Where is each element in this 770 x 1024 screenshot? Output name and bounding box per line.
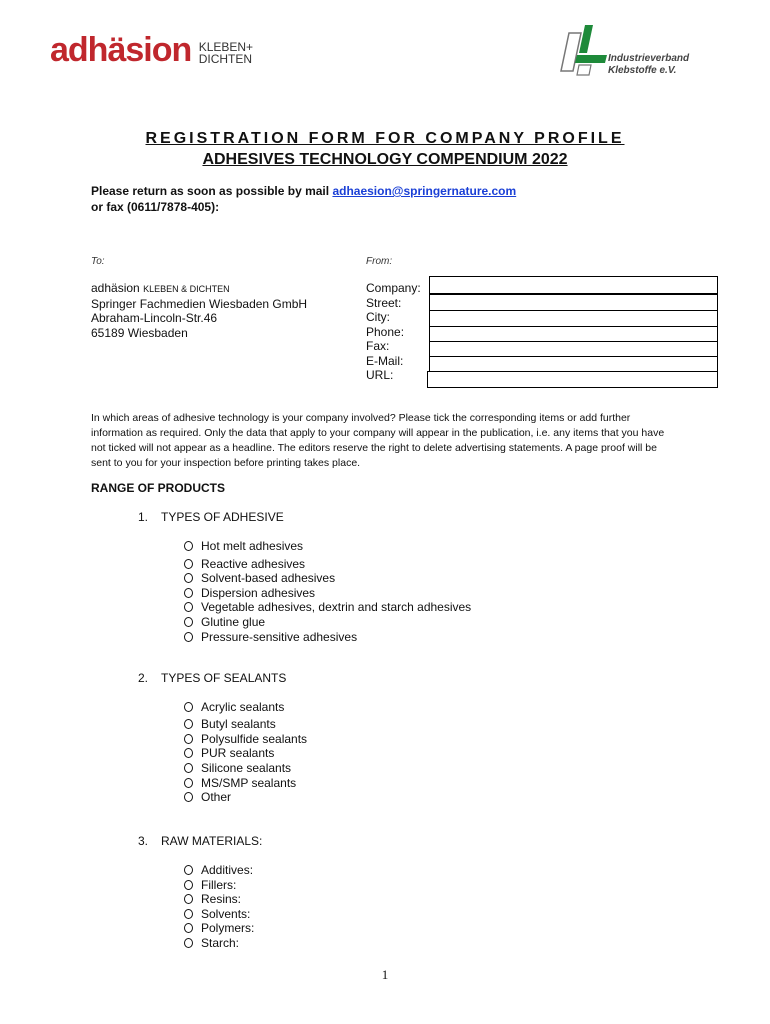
option-label: Silicone sealants	[201, 761, 292, 775]
option-label: Solvents:	[201, 907, 251, 921]
email-link[interactable]: adhaesion@springernature.com	[332, 184, 517, 198]
radio-circle-icon[interactable]	[184, 748, 193, 758]
section-title: RAW MATERIALS:	[161, 834, 263, 848]
logo-right-line2: Klebstoffe e.V.	[608, 65, 677, 76]
company-label: Company:	[366, 281, 421, 295]
option-resins[interactable]	[184, 892, 241, 906]
option-fillers[interactable]	[184, 878, 236, 892]
form-subtitle: ADHESIVES TECHNOLOGY COMPENDIUM 2022	[202, 151, 568, 168]
radio-circle-icon[interactable]	[184, 923, 193, 933]
phone-field[interactable]	[429, 326, 718, 342]
to-label: To:	[91, 256, 105, 267]
intro-paragraph: In which areas of adhesive technology is your company involved? Please tick the corresponding items or add further information as required. Only the data that apply to your company will appear in the publication, i.e. any items that you have not ticked will not appear as a headline. The editors reserve the right to delete advertising statements. A page proof will be sent to you for your inspection before printing takes place.	[91, 412, 665, 469]
radio-circle-icon[interactable]	[184, 894, 193, 904]
recipient-city: 65189 Wiesbaden	[91, 325, 188, 340]
option-label: Hot melt adhesives	[201, 539, 304, 553]
fax-instructions: or fax (0611/7878-405):	[91, 200, 220, 214]
instructions-prefix: Please return as soon as possible by mail	[91, 184, 333, 198]
radio-circle-icon[interactable]	[184, 602, 193, 612]
option-label: Polymers:	[201, 921, 255, 935]
option-starch[interactable]	[184, 936, 239, 950]
email-label: E-Mail:	[366, 353, 404, 368]
radio-circle-icon[interactable]	[184, 880, 193, 890]
radio-circle-icon[interactable]	[184, 617, 193, 627]
section-number: 2.	[138, 671, 149, 685]
option-dispersion[interactable]	[184, 586, 315, 600]
option-label: Additives:	[201, 863, 254, 877]
radio-circle-icon[interactable]	[184, 541, 193, 551]
page-number: 1	[381, 967, 389, 982]
company-field[interactable]	[429, 276, 718, 294]
radio-circle-icon[interactable]	[184, 573, 193, 583]
logo-right-text	[608, 53, 689, 77]
logo-left-sub1: KLEBEN+	[198, 40, 254, 54]
section-title: TYPES OF SEALANTS	[161, 671, 287, 685]
option-polymers[interactable]	[184, 921, 254, 935]
recipient-brand-small: KLEBEN & DICHTEN	[143, 284, 230, 294]
logo-left-sub	[199, 41, 253, 65]
email-field[interactable]	[429, 356, 718, 372]
section-number: 3.	[138, 834, 149, 848]
option-label: Butyl sealants	[201, 717, 276, 731]
option-reactive[interactable]	[184, 557, 305, 571]
logo-right-line1: Industrieverband	[608, 53, 690, 64]
city-field[interactable]	[429, 310, 718, 327]
city-label: City:	[366, 310, 390, 324]
url-field[interactable]	[427, 371, 718, 388]
sender-field-labels	[366, 281, 421, 383]
radio-circle-icon[interactable]	[184, 763, 193, 773]
section-number: 1.	[138, 510, 149, 524]
radio-circle-icon[interactable]	[184, 909, 193, 919]
option-pur[interactable]	[184, 746, 274, 760]
street-field[interactable]	[429, 294, 718, 311]
option-silicone[interactable]	[184, 761, 291, 775]
radio-circle-icon[interactable]	[184, 559, 193, 569]
recipient-brand: adhäsion	[91, 281, 140, 295]
option-label: Polysulfide sealants	[201, 732, 308, 746]
logo-left-sub2: DICHTEN	[198, 52, 253, 66]
street-label: Street:	[366, 295, 402, 310]
option-polysulfide[interactable]	[184, 732, 307, 746]
option-label: PUR sealants	[201, 746, 275, 760]
option-solvents[interactable]	[184, 907, 250, 921]
radio-circle-icon[interactable]	[184, 865, 193, 875]
radio-circle-icon[interactable]	[184, 938, 193, 948]
option-glutine[interactable]	[184, 615, 265, 629]
option-label: Other	[201, 790, 232, 804]
from-label: From:	[366, 256, 393, 267]
phone-label: Phone:	[366, 324, 405, 339]
recipient-street: Abraham-Lincoln-Str.46	[91, 311, 218, 325]
logo-left-main: adhäsion	[50, 31, 192, 69]
option-label: Solvent-based adhesives	[201, 571, 336, 585]
option-ms-smp[interactable]	[184, 776, 296, 790]
radio-circle-icon[interactable]	[184, 792, 193, 802]
radio-circle-icon[interactable]	[184, 719, 193, 729]
section-title: TYPES OF ADHESIVE	[161, 510, 284, 524]
radio-circle-icon[interactable]	[184, 778, 193, 788]
option-label: Fillers:	[201, 878, 237, 892]
adhaesion-logo	[50, 28, 253, 72]
industrieverband-logo	[555, 25, 705, 77]
option-label: MS/SMP sealants	[201, 776, 297, 790]
option-label: Glutine glue	[201, 615, 266, 629]
return-instructions	[91, 183, 516, 215]
option-butyl[interactable]	[184, 717, 276, 731]
option-pressure-sensitive[interactable]	[184, 630, 357, 644]
fax-field[interactable]	[429, 341, 718, 357]
option-label: Reactive adhesives	[201, 557, 306, 571]
radio-circle-icon[interactable]	[184, 632, 193, 642]
option-label: Dispersion adhesives	[201, 586, 316, 600]
option-solvent-based[interactable]	[184, 571, 335, 585]
radio-circle-icon[interactable]	[184, 734, 193, 744]
option-label: Starch:	[201, 936, 240, 950]
option-label: Resins:	[201, 892, 242, 906]
fax-label: Fax:	[366, 339, 390, 353]
recipient-company: Springer Fachmedien Wiesbaden GmbH	[91, 296, 308, 311]
option-label: Acrylic sealants	[201, 700, 285, 714]
option-label: Pressure-sensitive adhesives	[201, 630, 358, 644]
form-title: REGISTRATION FORM FOR COMPANY PROFILE	[145, 130, 625, 147]
option-acrylic[interactable]	[184, 700, 284, 714]
option-vegetable[interactable]	[184, 600, 471, 614]
option-hot-melt[interactable]	[184, 539, 303, 553]
option-label: Vegetable adhesives, dextrin and starch adhesives	[201, 600, 472, 614]
range-heading: RANGE OF PRODUCTS	[91, 481, 226, 495]
radio-circle-icon[interactable]	[184, 702, 193, 712]
option-other[interactable]	[184, 790, 231, 804]
recipient-address	[91, 281, 307, 340]
ivk-emblem-icon	[555, 25, 611, 77]
radio-circle-icon[interactable]	[184, 588, 193, 598]
option-additives[interactable]	[184, 863, 253, 877]
url-label: URL:	[366, 368, 394, 382]
